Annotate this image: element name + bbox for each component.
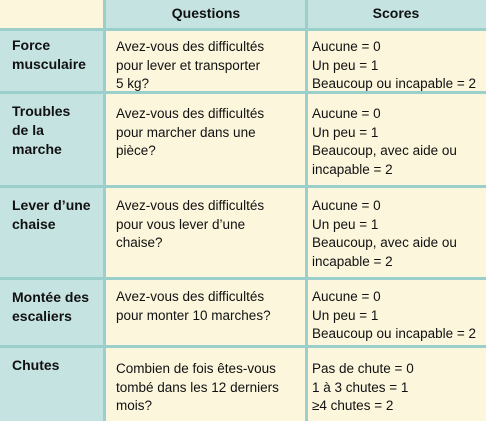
score-line: Un peu = 1 xyxy=(312,57,379,73)
question-line: pour lever et transporter xyxy=(116,57,261,73)
row-label-line: musculaire xyxy=(12,56,86,72)
score-line: Un peu = 1 xyxy=(312,124,379,140)
column-divider xyxy=(103,0,106,421)
question-cell xyxy=(116,288,271,325)
question-line: Avez-vous des difficultés xyxy=(116,39,265,54)
header-scores: Scores xyxy=(372,5,420,21)
question-line: pièce? xyxy=(116,143,156,158)
score-line: Pas de chute = 0 xyxy=(312,361,414,376)
row-label-cell xyxy=(0,348,103,421)
score-line: Un peu = 1 xyxy=(312,216,379,232)
row-label-line: marche xyxy=(12,141,62,157)
question-line: pour marcher dans une xyxy=(116,124,256,140)
row-label-line: escaliers xyxy=(12,308,72,324)
score-cell xyxy=(312,360,414,416)
row-label-line: Force xyxy=(12,37,51,53)
score-cell xyxy=(312,288,476,344)
question-line: chaise? xyxy=(116,235,163,250)
row-label-line: Lever d’une xyxy=(12,197,91,213)
score-line: 1 à 3 chutes = 1 xyxy=(312,379,409,395)
score-line: Aucune = 0 xyxy=(312,289,381,304)
score-cell xyxy=(312,38,476,94)
score-cell xyxy=(312,105,457,179)
score-line: Aucune = 0 xyxy=(312,39,381,54)
score-line: Beaucoup ou incapable = 2 xyxy=(312,76,477,91)
row-label-line: Chutes xyxy=(12,357,60,373)
row-divider xyxy=(0,277,486,280)
score-line: Aucune = 0 xyxy=(312,106,381,121)
question-cell xyxy=(116,105,264,161)
row-divider xyxy=(0,185,486,188)
question-line: pour vous lever d’une xyxy=(116,216,246,232)
header-blank-cell xyxy=(0,0,103,28)
question-cell xyxy=(116,38,264,94)
question-line: 5 kg? xyxy=(116,76,150,91)
row-label-cell xyxy=(0,28,103,91)
column-divider xyxy=(305,0,308,421)
score-line: Beaucoup, avec aide ou xyxy=(312,235,457,250)
table-header xyxy=(0,0,486,28)
row-label-line: Troubles xyxy=(12,103,71,119)
row-divider xyxy=(0,345,486,348)
question-line: mois? xyxy=(116,398,153,413)
question-line: tombé dans les 12 derniers xyxy=(116,379,279,395)
question-line: pour monter 10 marches? xyxy=(116,307,271,323)
row-label-line: Montée des xyxy=(12,289,90,305)
row-label-cell xyxy=(0,280,103,345)
score-line: Beaucoup, avec aide ou xyxy=(312,143,457,158)
header-questions: Questions xyxy=(171,5,241,21)
score-line: Beaucoup ou incapable = 2 xyxy=(312,326,477,341)
question-line: Combien de fois êtes-vous xyxy=(116,361,276,376)
score-line: Un peu = 1 xyxy=(312,307,379,323)
score-line: ≥4 chutes = 2 xyxy=(312,398,394,413)
row-label-cell xyxy=(0,94,103,185)
score-cell xyxy=(312,197,457,271)
score-line: incapable = 2 xyxy=(312,161,393,177)
row-label-line: chaise xyxy=(12,216,56,232)
row-divider xyxy=(0,28,486,31)
question-line: Avez-vous des difficultés xyxy=(116,106,265,121)
question-cell xyxy=(116,360,279,416)
question-line: Avez-vous des difficultés xyxy=(116,198,265,213)
score-line: incapable = 2 xyxy=(312,253,393,269)
question-line: Avez-vous des difficultés xyxy=(116,289,265,304)
row-label-line: de la xyxy=(12,122,44,138)
score-line: Aucune = 0 xyxy=(312,198,381,213)
row-label-cell xyxy=(0,188,103,277)
question-cell xyxy=(116,197,264,253)
